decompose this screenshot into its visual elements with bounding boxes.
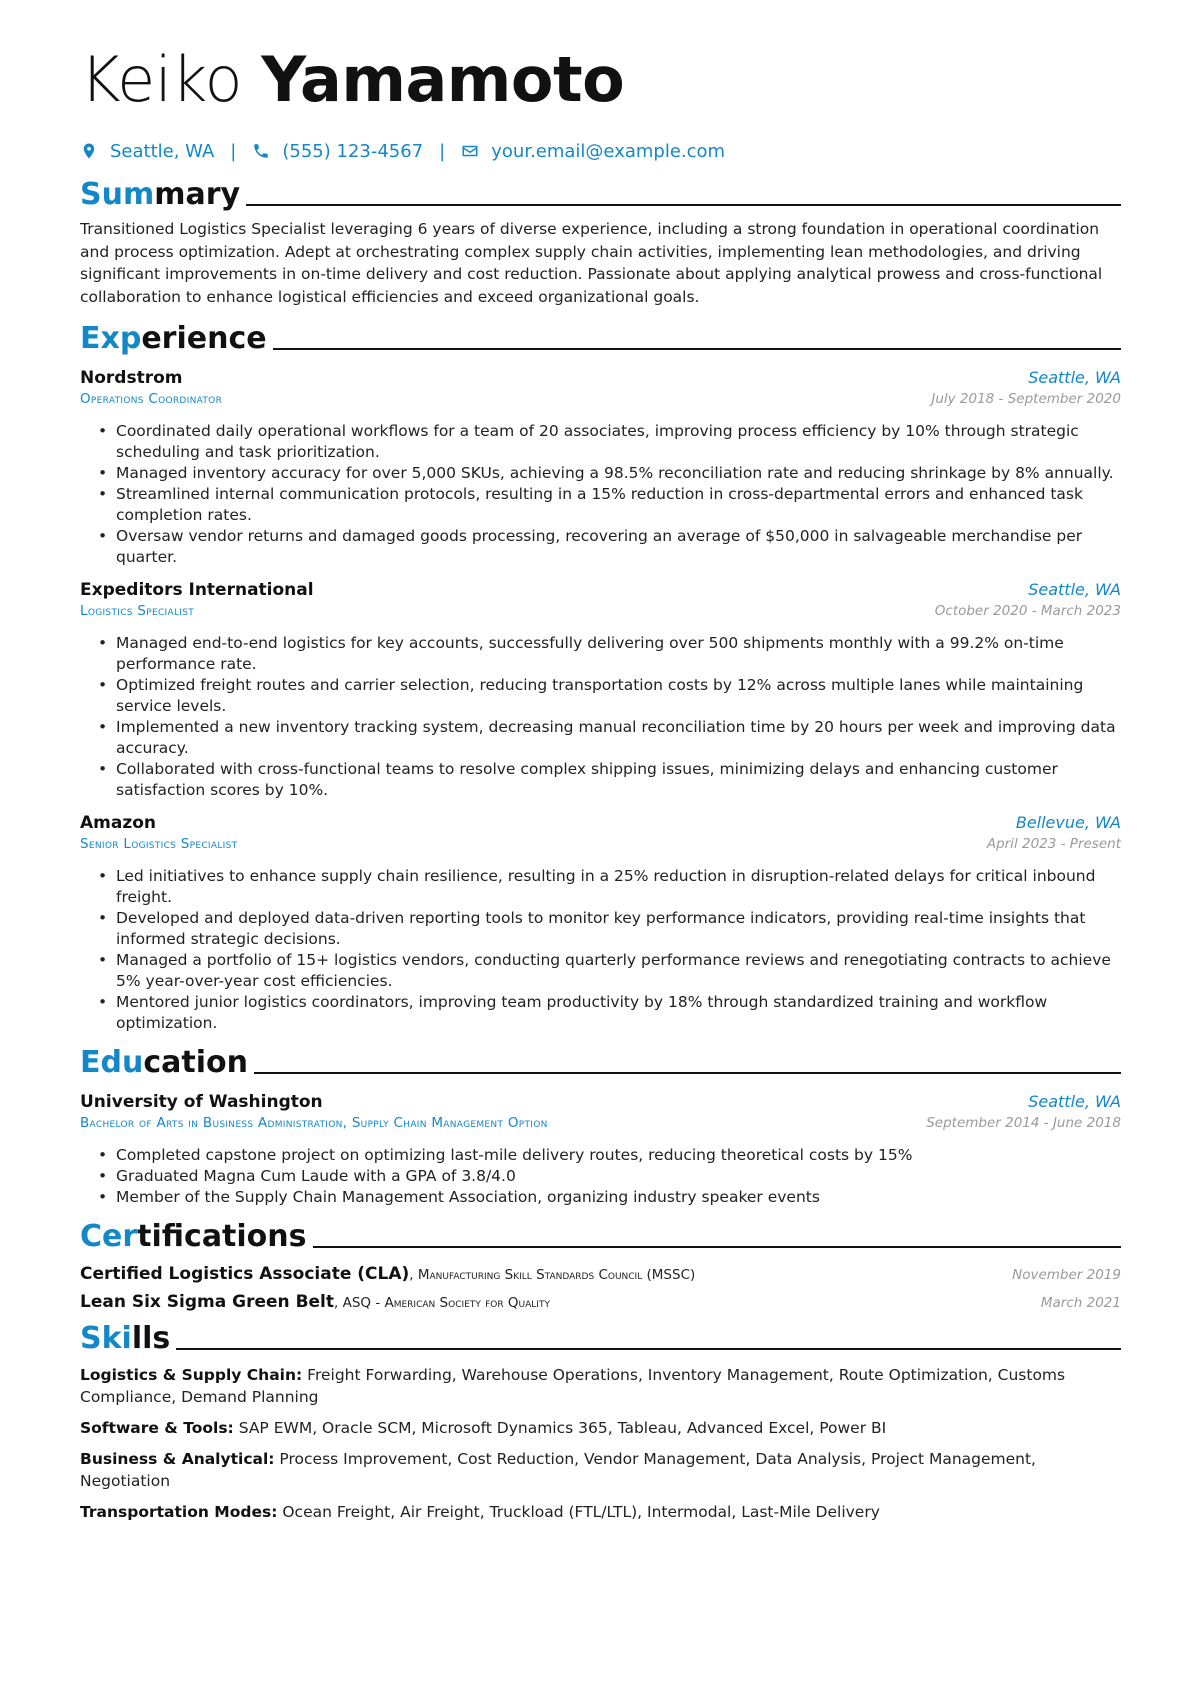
bullet-item: • Managed end-to-end logistics for key accounts, successfully delivering over 500 shipments monthly with a 99.2% on-time performance rate. xyxy=(116,633,1121,675)
education-dates: September 2014 - June 2018 xyxy=(926,1115,1121,1131)
location-text: Seattle, WA xyxy=(110,140,215,162)
skill-values: Process Improvement, Cost Reduction, Vendor Management, Data Analysis, Project Management, Negotiation xyxy=(80,1450,1036,1490)
contact-location xyxy=(80,141,214,162)
email-link[interactable]: your.email@example.com xyxy=(491,140,726,162)
skill-values: Ocean Freight, Air Freight, Truckload (FTL/LTL), Intermodal, Last-Mile Delivery xyxy=(282,1503,880,1521)
education-bullets xyxy=(80,1145,1121,1208)
certification-date: November 2019 xyxy=(1012,1267,1121,1283)
job-title: Senior Logistics Specialist xyxy=(80,836,238,852)
education-heading: Edu cation xyxy=(80,1040,1121,1080)
bullet-item: • Developed and deployed data-driven reporting tools to monitor key performance indicators, providing real-time insights that informed strategic decisions. xyxy=(116,908,1121,950)
section-rule xyxy=(246,204,1121,206)
bullet-item: • Completed capstone project on optimizing last-mile delivery routes, reducing theoretical costs by 15% xyxy=(116,1145,1121,1166)
company-name: Expeditors International xyxy=(80,580,314,600)
job-location: Seattle, WA xyxy=(1028,368,1121,387)
section-rule xyxy=(176,1348,1121,1350)
map-pin-icon xyxy=(80,142,98,160)
phone-icon xyxy=(252,142,270,160)
school-name: University of Washington xyxy=(80,1092,323,1112)
bullet-item: • Optimized freight routes and carrier selection, reducing transportation costs by 12% across multiple lanes while maintaining service levels. xyxy=(116,675,1121,717)
last-name: Yamamoto xyxy=(261,43,625,116)
job-entry xyxy=(80,580,1121,801)
bullet-item: • Managed inventory accuracy for over 5,000 SKUs, achieving a 98.5% reconciliation rate and reducing shrinkage by 8% annually. xyxy=(116,463,1121,484)
first-name: Keiko xyxy=(80,43,243,116)
certification-issuer: , ASQ - American Society for Quality xyxy=(334,1295,550,1311)
job-dates: July 2018 - September 2020 xyxy=(931,391,1121,407)
certification-issuer: , Manufacturing Skill Standards Council (MSSC) xyxy=(409,1267,696,1283)
job-entry xyxy=(80,813,1121,1034)
skill-group xyxy=(80,1417,1121,1439)
skill-label: Business & Analytical: xyxy=(80,1450,275,1468)
skill-group xyxy=(80,1364,1121,1408)
envelope-icon xyxy=(461,142,479,160)
job-location: Seattle, WA xyxy=(1028,580,1121,599)
certification-entry xyxy=(80,1292,1121,1312)
certification-entry xyxy=(80,1264,1121,1284)
education-entry xyxy=(80,1092,1121,1208)
certification-date: March 2021 xyxy=(1040,1295,1121,1311)
contact-bar xyxy=(80,138,1121,164)
company-name: Amazon xyxy=(80,813,157,833)
bullet-item: • Collaborated with cross-functional teams to resolve complex shipping issues, minimizing delays and enhancing customer satisfaction scores by 10%. xyxy=(116,759,1121,801)
candidate-name xyxy=(80,44,1121,116)
skill-group xyxy=(80,1501,1121,1523)
job-bullets xyxy=(80,633,1121,801)
school-location: Seattle, WA xyxy=(1028,1092,1121,1111)
phone-text[interactable]: (555) 123-4567 xyxy=(282,140,424,162)
contact-phone[interactable] xyxy=(252,141,423,162)
bullet-item: • Oversaw vendor returns and damaged goods processing, recovering an average of $50,000 in salvageable merchandise per quarter. xyxy=(116,526,1121,568)
section-rule xyxy=(313,1246,1121,1248)
experience-heading: Exp erience xyxy=(80,316,1121,356)
resume-page xyxy=(80,0,1121,1523)
summary-text: Transitioned Logistics Specialist leveraging 6 years of diverse experience, including a strong foundation in operational coordination and process optimization. Adept at orchestrating complex supply chain activities, implementing lean methodologies, and driving significant improvements in on-time delivery and cost reduction. Passionate about applying analytical prowess and cross-functional collaboration to enhance logistical efficiencies and exceed organizational goals. xyxy=(80,220,1103,306)
degree: Bachelor of Arts in Business Administration, Supply Chain Management Option xyxy=(80,1115,548,1131)
job-entry xyxy=(80,368,1121,568)
bullet-item: • Managed a portfolio of 15+ logistics vendors, conducting quarterly performance reviews and renegotiating contracts to achieve 5% year-over-year cost efficiencies. xyxy=(116,950,1121,992)
skill-values: SAP EWM, Oracle SCM, Microsoft Dynamics 365, Tableau, Advanced Excel, Power BI xyxy=(238,1419,887,1437)
skill-group xyxy=(80,1448,1121,1492)
bullet-item: • Member of the Supply Chain Management Association, organizing industry speaker events xyxy=(116,1187,1121,1208)
contact-separator: | xyxy=(230,140,237,162)
contact-email[interactable] xyxy=(461,141,725,162)
job-bullets xyxy=(80,866,1121,1034)
company-name: Nordstrom xyxy=(80,368,183,388)
bullet-item: • Mentored junior logistics coordinators, improving team productivity by 18% through standardized training and workflow optimization. xyxy=(116,992,1121,1034)
certification-name: Lean Six Sigma Green Belt xyxy=(80,1292,335,1312)
job-title: Operations Coordinator xyxy=(80,391,223,407)
job-dates: April 2023 - Present xyxy=(986,836,1121,852)
bullet-item: • Graduated Magna Cum Laude with a GPA of 3.8/4.0 xyxy=(116,1166,1121,1187)
skill-label: Transportation Modes: xyxy=(80,1503,278,1521)
job-location: Bellevue, WA xyxy=(1015,813,1121,832)
bullet-item: • Coordinated daily operational workflows for a team of 20 associates, improving process efficiency by 10% through strategic scheduling and task prioritization. xyxy=(116,421,1121,463)
skills-heading: Ski lls xyxy=(80,1316,1121,1356)
contact-separator: | xyxy=(439,140,446,162)
certifications-heading: Cer tifications xyxy=(80,1214,1121,1254)
job-title: Logistics Specialist xyxy=(80,603,195,619)
section-rule xyxy=(254,1072,1121,1074)
job-bullets xyxy=(80,421,1121,568)
skill-values: Freight Forwarding, Warehouse Operations, Inventory Management, Route Optimization, Customs Compliance, Demand Planning xyxy=(80,1366,1066,1406)
job-dates: October 2020 - March 2023 xyxy=(934,603,1121,619)
bullet-item: • Led initiatives to enhance supply chain resilience, resulting in a 25% reduction in disruption-related delays for critical inbound freight. xyxy=(116,866,1121,908)
summary-heading: Sum mary xyxy=(80,172,1121,212)
bullet-item: • Streamlined internal communication protocols, resulting in a 15% reduction in cross-departmental errors and enhanced task completion rates. xyxy=(116,484,1121,526)
skill-label: Software & Tools: xyxy=(80,1419,234,1437)
section-rule xyxy=(273,348,1121,350)
skill-label: Logistics & Supply Chain: xyxy=(80,1366,303,1384)
certification-name: Certified Logistics Associate (CLA) xyxy=(80,1264,410,1284)
bullet-item: • Implemented a new inventory tracking system, decreasing manual reconciliation time by 20 hours per week and improving data accuracy. xyxy=(116,717,1121,759)
